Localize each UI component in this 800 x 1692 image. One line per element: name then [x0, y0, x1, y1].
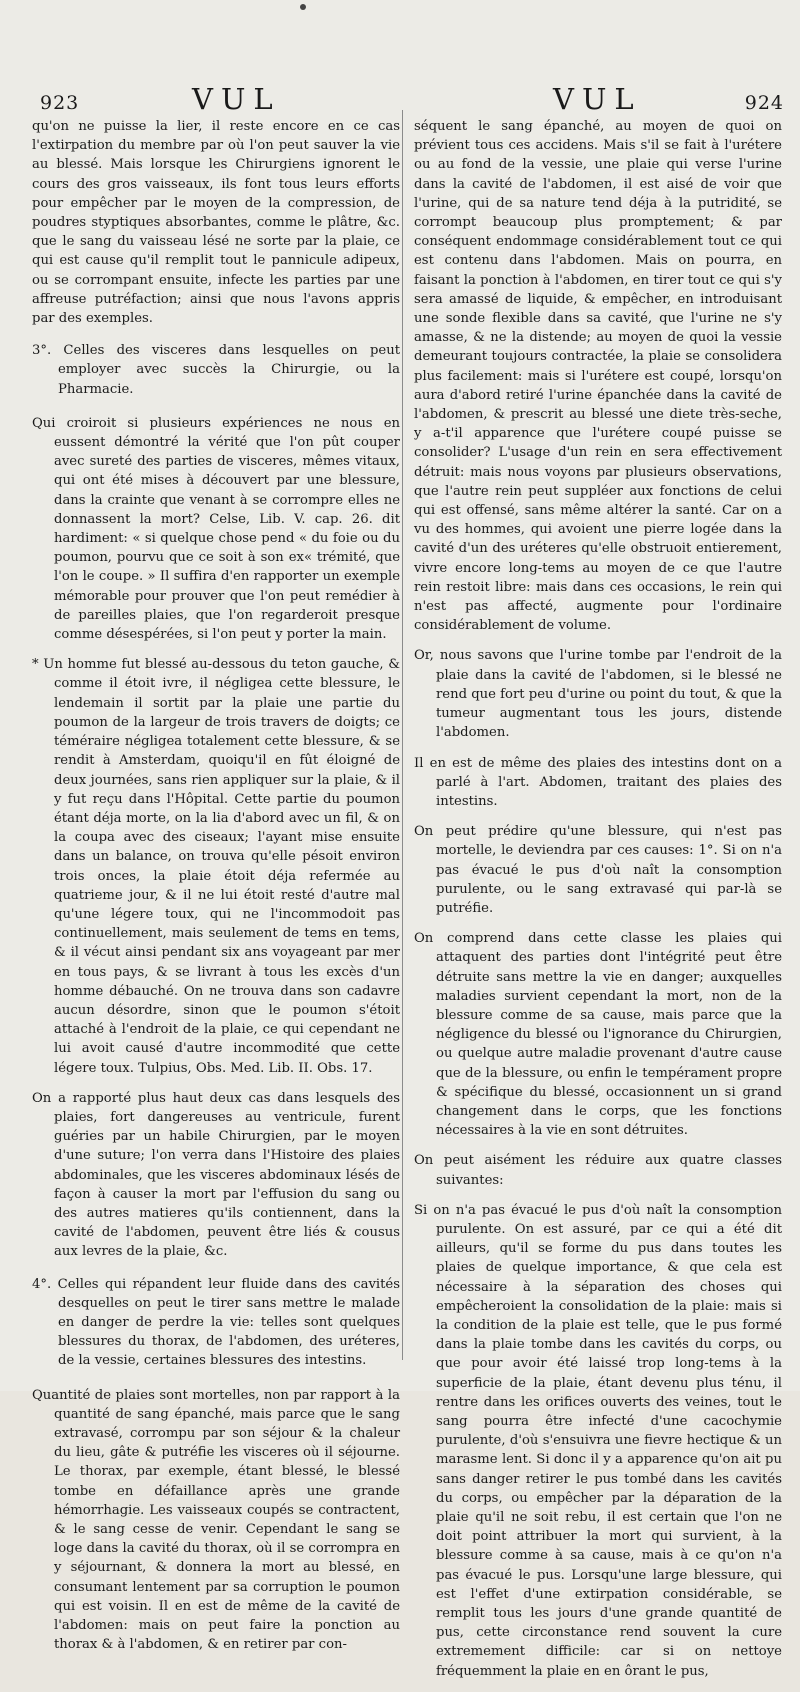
paragraph: Il en est de même des plaies des intestins dont on a parlé à l'art. Abdomen, traitant des plaies des intestins.: [414, 755, 782, 809]
paragraph: 3°. Celles des visceres dans lesquelles on peut employer avec succès la Chirurgie, ou la Pharmacie.: [32, 343, 400, 397]
paragraph: On a rapporté plus haut deux cas dans lesquels des plaies, fort dangereuses au ventricule, furent guéries par un habile Chirurgien, par le moyen d'une suture; l'on verra dans l'Histoire des plaies abdominales, que les visceres abdominaux lésés de façon à causer la mort par l'effusion du sang ou des autres matieres qu'ils contiennent, dans la cavité de l'abdomen, peuvent être liés & cousus aux levres de la plaie, &c.: [32, 1090, 400, 1260]
page-header: [0, 78, 800, 118]
paragraph: On peut prédire qu'une blessure, qui n'est pas mortelle, le deviendra par ces causes: 1°. Si on n'a pas évacué le pus d'où naît la consomption purulente, ou le sang extravasé qui par-là se putréfie.: [414, 824, 782, 916]
right-running-head: VUL: [553, 82, 642, 116]
ink-spot: [300, 4, 306, 10]
paragraph: Si on n'a pas évacué le pus d'où naît la consomption purulente. On est assuré, par ce qui a été dit ailleurs, qu'il se forme du pus dans toutes les plaies de quelque importance, & que cela est nécessaire à la séparation des choses qui empêcheroient la consolidation de la plaie: mais si la condition de la plaie est telle, que le pus formé dans la plaie tombe dans les cavités du corps, ou que pour avoir été laissé trop long-tems à la superficie de la plaie, étant devenu plus ténu, il rentre dans les orifices ouverts des veines, tout le sang pourra être infecté d'une cacochymie purulente, d'où s'ensuivra une fievre hectique & un marasme lent. Si donc il y a apparence qu'on ait pu sans danger retirer le pus tombé dans les cavités du corps, ou empêcher par la déparation de la plaie qu'il ne soit rebu, il est certain que l'on ne doit point attribuer la mort qui survient, à la blessure comme à sa cause, mais à ce qu'on n'a pas évacué le pus. Lorsqu'une large blessure, qui est l'effet d'une extirpation considérable, se remplit tous les jours d'une grande quantité de pus, cette circonstance rend souvent la cure extremement difficile: car si on nettoye fréquemment la plaie en en ôrant le pus,: [414, 1202, 782, 1679]
right-column: [414, 117, 782, 1692]
paragraph: 4°. Celles qui répandent leur fluide dans des cavités desquelles on peut le tirer sans mettre le malade en danger de perdre la vie: telles sont quelques blessures du thorax, de l'abdomen, des uréteres, de la vessie, certaines blessures des intestins.: [32, 1276, 400, 1369]
left-running-head: VUL: [192, 82, 281, 116]
right-page-number: 924: [744, 92, 784, 114]
column-divider: [402, 110, 403, 1360]
paragraph: Quantité de plaies sont mortelles, non par rapport à la quantité de sang épanché, mais parce que le sang extravasé, corrompu par son séjour & la chaleur du lieu, gâte & putréfie les visceres où il séjourne. Le thorax, par exemple, étant blessé, le blessé tombe en défaillance après une grande hémorrhagie. Les vaisseaux coupés se contractent, & le sang cesse de venir. Cependant le sang se loge dans la cavité du thorax, où il se corrompra en y séjournant, & donnera la mort au blessé, en consumant lentement par sa corruption le poumon qui est voisin. Il en est de même de la cavité de l'abdomen: mais on peut faire la ponction au thorax & à l'abdomen, & en retirer par con-: [32, 1387, 400, 1653]
paragraph: On comprend dans cette classe les plaies qui attaquent des parties dont l'intégrité peut être détruite sans mettre la vie en danger; auxquelles maladies survient cependant la mort, non de la blessure comme de sa cause, mais parce que la négligence du blessé ou l'ignorance du Chirurgien, ou quelque autre maladie provenant d'autre cause que de la blessure, ou enfin le tempérament propre & spécifique du blessé, occasionnent un si grand changement dans le corps, que les fonctions nécessaires à la vie en sont détruites.: [414, 931, 782, 1139]
left-page-number: 923: [40, 92, 80, 114]
paragraph: qu'on ne puisse la lier, il reste encore en ce cas l'extirpation du membre par où l'on peut sauver la vie au blessé. Mais lorsque les Chirurgiens ignorent le cours des gros vaisseaux, ils font tous leurs efforts pour empêcher par le moyen de la compression, de poudres styptiques absorbantes, comme le plâtre, &c. que le sang du vaisseau lésé ne sorte par la plaie, ce qui est cause qu'il remplit tout le pannicule adipeux, ou se corrompant ensuite, infecte les parties par une affreuse putréfaction; ainsi que nous l'avons appris par des exemples.: [32, 119, 400, 327]
left-column: [32, 117, 400, 1665]
paragraph: Qui croiroit si plusieurs expériences ne nous en eussent démontré la vérité que l'on pût couper avec sureté des parties de visceres, mêmes vitaux, qui ont été mises à découvert par une blessure, dans la crainte que venant à se corrompre elles ne donnassent la mort? Celse, Lib. V. cap. 26. dit hardiment: « si quelque chose pend « du foie ou du poumon, pourvu que ce soit à son ex« trémité, que l'on le coupe. » Il suffira d'en rapporter un exemple mémorable pour prouver que l'on peut remédier à de pareilles plaies, que l'on regarderoit presque comme désespérées, si l'on peut y porter la main.: [32, 415, 400, 643]
paragraph: * Un homme fut blessé au-dessous du teton gauche, & comme il étoit ivre, il négligea cette blessure, le lendemain il sortit par la plaie une partie du poumon de la largeur de trois travers de doigts; ce téméraire négligea totalement cette blessure, & se rendit à Amsterdam, quoiqu'il en fût éloigné de deux journées, sans rien appliquer sur la plaie, & il y fut reçu dans l'Hôpital. Cette partie du poumon étant déja morte, on la lia d'abord avec un fil, & on la coupa avec des ciseaux; l'ayant mise ensuite dans un balance, on trouva qu'elle pésoit environ trois onces, la plaie étoit déja refermée au quatrieme jour, & il ne lui étoit resté d'autre mal qu'une légere toux, qui ne l'incommodoit pas continuellement, mais seulement de tems en tems, & il vécut ainsi pendant six ans voyageant par mer en tous pays, & se livrant à tous les excès d'un homme débauché. On ne trouva dans son cadavre aucun désordre, sinon que le poumon s'étoit attaché à l'endroit de la plaie, ce qui cependant ne lui avoit causé d'autre incommodité que cette légere toux. Tulpius, Obs. Med. Lib. II. Obs. 17.: [32, 657, 400, 1076]
paragraph: Or, nous savons que l'urine tombe par l'endroit de la plaie dans la cavité de l'abdomen, si le blessé ne rend que fort peu d'urine ou point du tout, & que la tumeur augmentant tous les jours, distende l'abdomen.: [414, 648, 782, 741]
paragraph: On peut aisément les réduire aux quatre classes suivantes:: [414, 1153, 782, 1188]
paragraph: séquent le sang épanché, au moyen de quoi on prévient tous ces accidens. Mais s'il se fait à l'urétere ou au fond de la vessie, une plaie qui verse l'urine dans la cavité de l'abdomen, il est aisé de voir que l'urine, qui de sa nature tend déja à la putridité, se corrompt beaucoup plus promptement; & par conséquent endommage considérablement tout ce qui est contenu dans l'abdomen. Mais on pourra, en faisant la ponction à l'abdomen, en tirer tout ce qui s'y sera amassé de liquide, & empêcher, en introduisant une sonde flexible dans sa cavité, que l'urine ne s'y amasse, & ne la distende; au moyen de quoi la vessie demeurant toujours contractée, la plaie se consolidera plus facilement: mais si l'urétere est coupé, lorsqu'on aura d'abord retiré l'urine épanchée dans la cavité de l'abdomen, & prescrit au blessé une diete très-seche, y a-t'il apparence que l'urétere coupé puisse se consolider? L'usage d'un rein en sera effectivement détruit: mais nous voyons par plusieurs observations, que l'autre rein peut suppléer aux fonctions de celui qui est offensé, sans même altérer la santé. Car on a vu des hommes, qui avoient une pierre logée dans la cavité d'un des uréteres qu'elle obstruoit entierement, vivre encore long-tems au moyen de ce que l'autre rein restoit libre: mais dans ces occasions, le rein qui n'est pas affecté, augmente pour l'ordinaire considérablement de volume.: [414, 119, 782, 634]
